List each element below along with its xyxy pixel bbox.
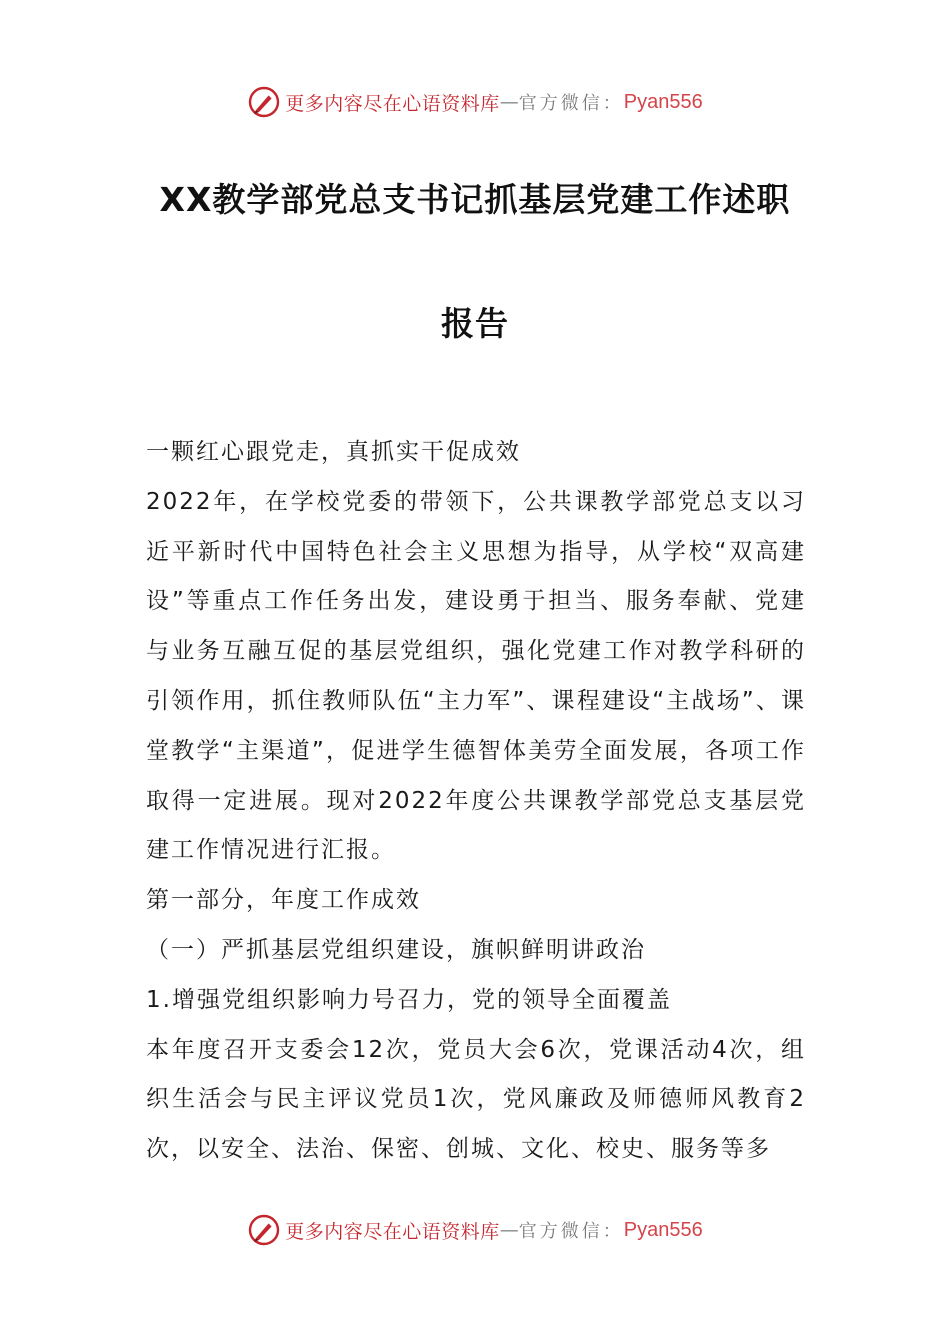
intro-paragraph: 2022年，在学校党委的带领下，公共课教学部党总支以习近平新时代中国特色社会主义思想为指导，从学校“双高建设”等重点工作任务出发，建设勇于担当、服务奉献、党建与业务互融互促的基层党组织，强化党建工作对教学科研的引领作用，抓住教师队伍“主力军”、课程建设“主战场”、课堂教学“主渠道”，促进学生德智体美劳全面发展，各项工作取得一定进展。现对2022年度公共课教学部党总支基层党建工作情况进行汇报。 [146,488,806,864]
document-body [146,428,806,1175]
promo-text: 更多内容尽在心语资料库 [285,92,500,115]
pen-nib-logo-icon [247,85,281,119]
official-wechat-label: 官方微信： [518,93,624,114]
header-watermark-banner [0,82,950,122]
promo-text: 更多内容尽在心语资料库 [285,1220,500,1243]
part-one-heading: 第一部分，年度工作成效 [146,887,421,914]
item-one-heading: 1.增强党组织影响力号召力，党的领导全面覆盖 [146,986,672,1013]
item-one-paragraph: 本年度召开支委会12次，党员大会6次，党课活动4次，组织生活会与民主评议党员1次，党风廉政及师德师风教育2次，以安全、法治、保密、创城、文化、校史、服务等多 [146,1036,806,1163]
document-title-line-1: XX教学部党总支书记抓基层党建工作述职 [159,180,791,219]
document-title-line-2: 报告 [441,304,509,343]
pen-nib-logo-icon [247,1213,281,1247]
wechat-id: Pyan556 [623,90,703,113]
separator-dash: — [499,1219,519,1241]
official-wechat-label: 官方微信： [518,1221,624,1242]
section-one-heading: （一）严抓基层党组织建设，旗帜鲜明讲政治 [146,936,646,963]
report-subtitle: 一颗红心跟党走，真抓实干促成效 [146,439,521,465]
separator-dash: — [499,91,519,113]
footer-watermark-banner [0,1210,950,1250]
wechat-id: Pyan556 [623,1218,703,1241]
